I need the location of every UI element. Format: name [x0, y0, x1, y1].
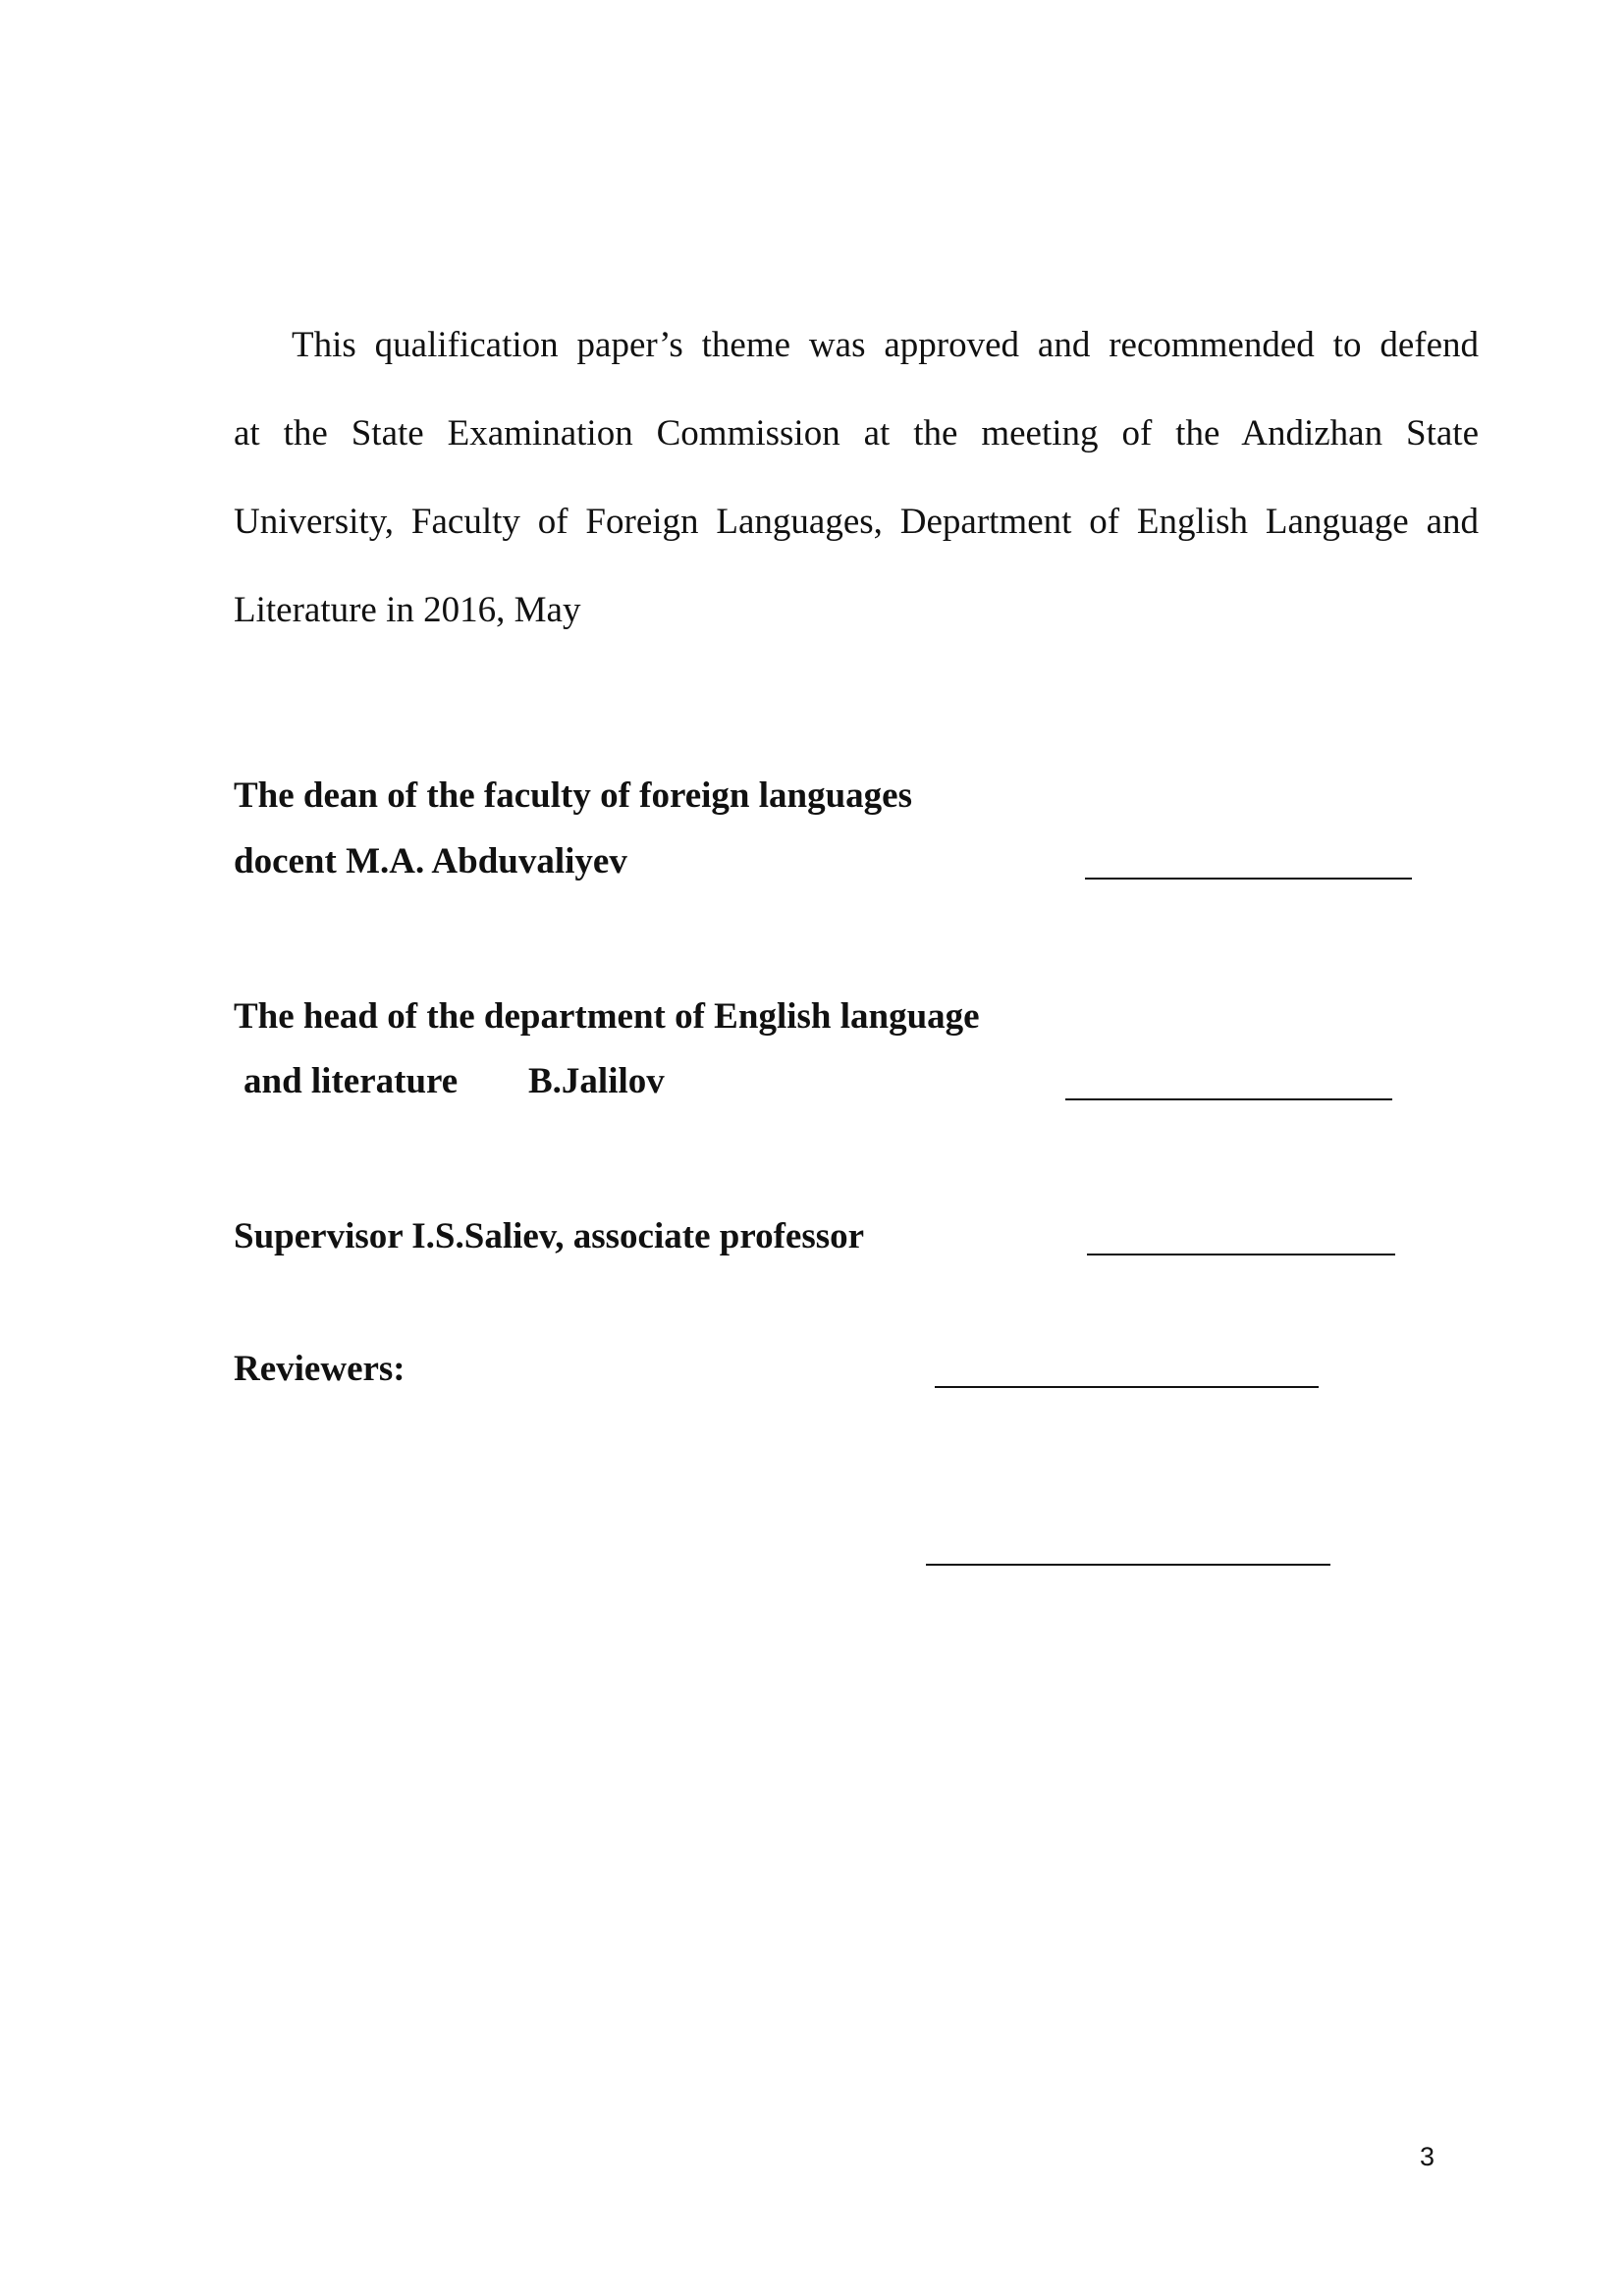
dean-signature-line [1085, 878, 1412, 880]
page-number: 3 [1420, 2142, 1435, 2171]
head-name: B.Jalilov [528, 1061, 665, 1101]
reviewers-label: Reviewers: [234, 1349, 406, 1389]
intro-line-1: This qualification paper’s theme was approved and recommended to defend [292, 325, 1479, 365]
supervisor-label: Supervisor I.S.Saliev, associate professor [234, 1216, 865, 1256]
dean-name: docent M.A. Abduvaliyev [234, 841, 627, 881]
dean-title: The dean of the faculty of foreign languages [234, 775, 913, 816]
intro-line-3: University, Faculty of Foreign Languages, Department of English Language and [234, 502, 1479, 542]
intro-line-4: Literature in 2016, May [234, 590, 581, 630]
reviewer-1-signature-line [935, 1386, 1319, 1388]
intro-line-2: at the State Examination Commission at the meeting of the Andizhan State [234, 413, 1479, 454]
supervisor-signature-line [1087, 1254, 1395, 1255]
head-title: The head of the department of English language [234, 996, 980, 1037]
head-title-continued: and literature [244, 1061, 459, 1101]
reviewer-2-signature-line [926, 1564, 1330, 1566]
head-signature-line [1065, 1098, 1392, 1100]
